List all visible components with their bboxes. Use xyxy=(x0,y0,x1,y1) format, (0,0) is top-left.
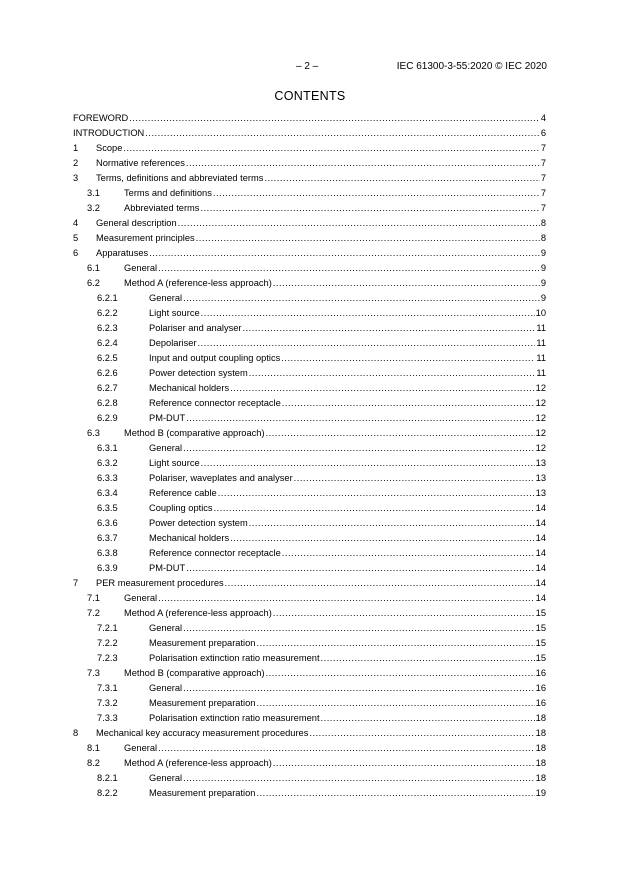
toc-entry-number: 6.3.4 xyxy=(97,488,118,498)
toc-entry-label: Light source xyxy=(149,308,200,318)
toc-entry-page: 11 xyxy=(536,338,546,348)
toc-entry[interactable] xyxy=(73,113,546,128)
toc-entry-label: PM-DUT xyxy=(149,563,186,573)
toc-entry[interactable] xyxy=(73,713,546,728)
toc-entry[interactable] xyxy=(73,128,546,143)
toc-entry-label: Measurement preparation xyxy=(149,638,256,648)
dot-leader xyxy=(145,128,540,139)
toc-entry-page: 11 xyxy=(536,368,546,378)
toc-entry[interactable] xyxy=(73,203,546,218)
toc-entry-label: General xyxy=(124,593,158,603)
toc-entry-label: Polarisation extinction ratio measurement xyxy=(149,653,320,663)
toc-entry-page: 16 xyxy=(535,698,546,708)
toc-entry[interactable] xyxy=(73,173,546,188)
toc-entry-page: 14 xyxy=(535,503,546,513)
toc-entry[interactable] xyxy=(73,743,546,758)
toc-entry-page: 14 xyxy=(535,563,546,573)
dot-leader xyxy=(158,593,535,604)
toc-entry-page: 9 xyxy=(540,278,546,288)
toc-entry[interactable] xyxy=(73,578,546,593)
toc-entry-number: 7 xyxy=(73,578,79,588)
toc-entry-page: 12 xyxy=(535,413,546,423)
toc-entry-label: General xyxy=(124,743,158,753)
toc-entry-number: 8.2.1 xyxy=(97,773,118,783)
standard-reference: IEC 61300-3-55:2020 © IEC 2020 xyxy=(396,61,547,72)
toc-entry-label: Method A (reference-less approach) xyxy=(124,608,272,618)
toc-entry-label: Method B (comparative approach) xyxy=(124,668,265,678)
toc-entry-label: General xyxy=(124,263,158,273)
dot-leader xyxy=(201,458,535,469)
toc-entry-number: 7.1 xyxy=(87,593,100,603)
dot-leader xyxy=(129,113,540,124)
toc-entry[interactable] xyxy=(73,158,546,173)
toc-entry-label: INTRODUCTION xyxy=(73,128,145,138)
dot-leader xyxy=(321,713,535,724)
toc-entry[interactable] xyxy=(73,653,546,668)
dot-leader xyxy=(230,383,535,394)
toc-entry-label: Terms and definitions xyxy=(124,188,212,198)
toc-entry[interactable] xyxy=(73,458,546,473)
toc-entry-page: 7 xyxy=(540,188,546,198)
toc-entry[interactable] xyxy=(73,428,546,443)
toc-entry-number: 6.2.6 xyxy=(97,368,118,378)
toc-entry-page: 13 xyxy=(535,473,546,483)
toc-entry-label: Scope xyxy=(96,143,123,153)
dot-leader xyxy=(183,623,535,634)
dot-leader xyxy=(213,188,540,199)
toc-entry-label: PER measurement procedures xyxy=(96,578,224,588)
toc-entry-page: 9 xyxy=(540,293,546,303)
toc-entry[interactable] xyxy=(73,368,546,383)
dot-leader xyxy=(149,248,540,259)
toc-entry[interactable] xyxy=(73,383,546,398)
toc-entry-number: 6.2.9 xyxy=(97,413,118,423)
toc-entry-page: 10 xyxy=(535,308,546,318)
toc-entry-label: Mechanical key accuracy measurement procedures xyxy=(96,728,309,738)
toc-entry-page: 11 xyxy=(536,353,546,363)
toc-entry-label: General xyxy=(149,293,183,303)
toc-entry[interactable] xyxy=(73,263,546,278)
toc-entry-number: 8 xyxy=(73,728,79,738)
toc-entry-number: 4 xyxy=(73,218,79,228)
toc-entry-label: Method B (comparative approach) xyxy=(124,428,265,438)
toc-entry[interactable] xyxy=(73,443,546,458)
toc-entry-number: 6 xyxy=(73,248,79,258)
toc-entry-label: Input and output coupling optics xyxy=(149,353,281,363)
toc-entry-label: Depolariser xyxy=(149,338,197,348)
dot-leader xyxy=(264,173,539,184)
dot-leader xyxy=(178,218,540,229)
toc-entry[interactable] xyxy=(73,623,546,638)
toc-entry-page: 16 xyxy=(535,683,546,693)
table-of-contents xyxy=(73,113,546,803)
dot-leader xyxy=(256,698,534,709)
toc-entry-number: 6.3.9 xyxy=(97,563,118,573)
toc-entry-label: Light source xyxy=(149,458,200,468)
dot-leader xyxy=(321,653,535,664)
toc-entry-label: Apparatuses xyxy=(96,248,149,258)
toc-entry-number: 6.1 xyxy=(87,263,100,273)
toc-entry-label: Method A (reference-less approach) xyxy=(124,278,272,288)
toc-entry[interactable] xyxy=(73,338,546,353)
toc-entry-page: 14 xyxy=(535,533,546,543)
dot-leader xyxy=(183,443,535,454)
dot-leader xyxy=(273,608,535,619)
toc-entry-label: Measurement preparation xyxy=(149,698,256,708)
dot-leader xyxy=(158,743,535,754)
toc-entry-number: 3.2 xyxy=(87,203,100,213)
toc-entry-number: 6.3.7 xyxy=(97,533,118,543)
toc-entry-page: 6 xyxy=(540,128,546,138)
toc-entry-number: 5 xyxy=(73,233,79,243)
toc-entry[interactable] xyxy=(73,668,546,683)
toc-entry-label: Power detection system xyxy=(149,518,248,528)
toc-entry[interactable] xyxy=(73,323,546,338)
toc-entry[interactable] xyxy=(73,473,546,488)
toc-entry-number: 7.3.3 xyxy=(97,713,118,723)
toc-entry-label: General xyxy=(149,623,183,633)
page-number: – 2 – xyxy=(296,61,319,72)
toc-entry-number: 7.2.2 xyxy=(97,638,118,648)
toc-entry-label: PM-DUT xyxy=(149,413,186,423)
contents-title: CONTENTS xyxy=(274,89,346,103)
dot-leader xyxy=(183,773,535,784)
dot-leader xyxy=(256,638,534,649)
dot-leader xyxy=(186,158,540,169)
toc-entry[interactable] xyxy=(73,248,546,263)
dot-leader xyxy=(198,338,536,349)
toc-entry[interactable] xyxy=(73,548,546,563)
toc-entry-page: 18 xyxy=(535,728,546,738)
toc-entry-page: 18 xyxy=(535,713,546,723)
toc-entry-label: Polariser, waveplates and analyser xyxy=(149,473,293,483)
toc-entry[interactable] xyxy=(73,773,546,788)
toc-entry-number: 6.3.1 xyxy=(97,443,118,453)
toc-entry-page: 15 xyxy=(535,638,546,648)
toc-entry-number: 3 xyxy=(73,173,79,183)
toc-entry-number: 8.2.2 xyxy=(97,788,118,798)
toc-entry-page: 14 xyxy=(535,548,546,558)
dot-leader xyxy=(294,473,535,484)
toc-entry-label: Polarisation extinction ratio measurement xyxy=(149,713,320,723)
toc-entry-page: 12 xyxy=(535,443,546,453)
toc-entry-label: Terms, definitions and abbreviated terms xyxy=(96,173,264,183)
toc-entry-number: 6.2.8 xyxy=(97,398,118,408)
dot-leader xyxy=(273,278,540,289)
toc-entry[interactable] xyxy=(73,638,546,653)
toc-entry-label: Normative references xyxy=(96,158,185,168)
toc-entry-page: 13 xyxy=(535,458,546,468)
dot-leader xyxy=(186,563,535,574)
toc-entry-number: 3.1 xyxy=(87,188,100,198)
toc-entry[interactable] xyxy=(73,188,546,203)
toc-entry[interactable] xyxy=(73,788,546,803)
dot-leader xyxy=(186,413,535,424)
toc-entry-page: 15 xyxy=(535,608,546,618)
toc-entry-page: 15 xyxy=(535,623,546,633)
toc-entry-number: 7.2 xyxy=(87,608,100,618)
toc-entry-number: 6.3.5 xyxy=(97,503,118,513)
toc-entry-label: General xyxy=(149,443,183,453)
toc-entry[interactable] xyxy=(73,563,546,578)
toc-entry-label: Power detection system xyxy=(149,368,248,378)
dot-leader xyxy=(200,203,539,214)
toc-entry-number: 7.3 xyxy=(87,668,100,678)
toc-entry-number: 6.3.2 xyxy=(97,458,118,468)
toc-entry-number: 6.2 xyxy=(87,278,100,288)
toc-entry-label: Method A (reference-less approach) xyxy=(124,758,272,768)
toc-entry-number: 7.2.3 xyxy=(97,653,118,663)
toc-entry[interactable] xyxy=(73,308,546,323)
toc-entry-page: 14 xyxy=(535,518,546,528)
dot-leader xyxy=(158,263,540,274)
toc-entry-number: 6.3.3 xyxy=(97,473,118,483)
toc-entry-label: Measurement preparation xyxy=(149,788,256,798)
toc-entry-number: 6.2.4 xyxy=(97,338,118,348)
dot-leader xyxy=(249,518,535,529)
toc-entry-label: Mechanical holders xyxy=(149,533,230,543)
toc-entry-number: 6.3.6 xyxy=(97,518,118,528)
toc-entry[interactable] xyxy=(73,488,546,503)
dot-leader xyxy=(266,428,535,439)
toc-entry-page: 19 xyxy=(535,788,546,798)
toc-entry[interactable] xyxy=(73,503,546,518)
toc-entry-number: 6.3.8 xyxy=(97,548,118,558)
toc-entry[interactable] xyxy=(73,698,546,713)
toc-entry-page: 12 xyxy=(535,428,546,438)
toc-entry-number: 1 xyxy=(73,143,79,153)
toc-entry[interactable] xyxy=(73,683,546,698)
toc-entry-label: Reference connector receptacle xyxy=(149,398,281,408)
toc-entry-page: 9 xyxy=(540,248,546,258)
dot-leader xyxy=(256,788,534,799)
toc-entry-label: General xyxy=(149,683,183,693)
toc-entry[interactable] xyxy=(73,728,546,743)
dot-leader xyxy=(214,503,535,514)
toc-entry-label: Abbreviated terms xyxy=(124,203,200,213)
dot-leader xyxy=(225,578,535,589)
toc-entry-page: 7 xyxy=(540,158,546,168)
dot-leader xyxy=(282,548,535,559)
toc-entry-number: 6.3 xyxy=(87,428,100,438)
dot-leader xyxy=(243,323,536,334)
toc-entry[interactable] xyxy=(73,758,546,773)
toc-entry[interactable] xyxy=(73,278,546,293)
toc-entry-page: 12 xyxy=(535,398,546,408)
toc-entry-page: 16 xyxy=(535,668,546,678)
toc-entry-page: 7 xyxy=(540,203,546,213)
toc-entry-number: 6.2.5 xyxy=(97,353,118,363)
toc-entry[interactable] xyxy=(73,233,546,248)
toc-entry-page: 18 xyxy=(535,743,546,753)
dot-leader xyxy=(196,233,540,244)
toc-entry-number: 7.3.1 xyxy=(97,683,118,693)
toc-entry-page: 7 xyxy=(540,143,546,153)
dot-leader xyxy=(230,533,535,544)
toc-entry-label: Reference connector receptacle xyxy=(149,548,281,558)
dot-leader xyxy=(266,668,535,679)
toc-entry-page: 7 xyxy=(540,173,546,183)
toc-entry[interactable] xyxy=(73,533,546,548)
toc-entry-number: 2 xyxy=(73,158,79,168)
toc-entry-label: General xyxy=(149,773,183,783)
toc-entry-page: 13 xyxy=(535,488,546,498)
dot-leader xyxy=(183,683,535,694)
toc-entry[interactable] xyxy=(73,398,546,413)
toc-entry[interactable] xyxy=(73,293,546,308)
dot-leader xyxy=(218,488,535,499)
toc-entry-page: 8 xyxy=(540,218,546,228)
dot-leader xyxy=(183,293,540,304)
toc-entry-number: 6.2.2 xyxy=(97,308,118,318)
toc-entry[interactable] xyxy=(73,518,546,533)
toc-entry-number: 8.2 xyxy=(87,758,100,768)
toc-entry-label: Polariser and analyser xyxy=(149,323,242,333)
toc-entry[interactable] xyxy=(73,353,546,368)
toc-entry-number: 8.1 xyxy=(87,743,100,753)
toc-entry-number: 6.2.3 xyxy=(97,323,118,333)
dot-leader xyxy=(123,143,539,154)
toc-entry-label: Measurement principles xyxy=(96,233,195,243)
toc-entry-page: 14 xyxy=(535,578,546,588)
toc-entry-page: 14 xyxy=(535,593,546,603)
dot-leader xyxy=(273,758,535,769)
toc-entry-label: FOREWORD xyxy=(73,113,129,123)
toc-entry-label: Mechanical holders xyxy=(149,383,230,393)
toc-entry-number: 6.2.7 xyxy=(97,383,118,393)
toc-entry-page: 4 xyxy=(540,113,546,123)
toc-entry-number: 7.2.1 xyxy=(97,623,118,633)
toc-entry-page: 12 xyxy=(535,383,546,393)
dot-leader xyxy=(201,308,535,319)
toc-entry-label: Reference cable xyxy=(149,488,217,498)
toc-entry[interactable] xyxy=(73,143,546,158)
toc-entry-label: Coupling optics xyxy=(149,503,213,513)
toc-entry[interactable] xyxy=(73,593,546,608)
dot-leader xyxy=(281,353,535,364)
toc-entry[interactable] xyxy=(73,413,546,428)
toc-entry[interactable] xyxy=(73,218,546,233)
toc-entry-page: 9 xyxy=(540,263,546,273)
toc-entry-number: 7.3.2 xyxy=(97,698,118,708)
toc-entry[interactable] xyxy=(73,608,546,623)
dot-leader xyxy=(249,368,536,379)
toc-entry-page: 15 xyxy=(535,653,546,663)
toc-entry-page: 18 xyxy=(535,758,546,768)
dot-leader xyxy=(309,728,534,739)
toc-entry-page: 11 xyxy=(536,323,546,333)
toc-entry-label: General description xyxy=(96,218,177,228)
toc-entry-number: 6.2.1 xyxy=(97,293,118,303)
toc-entry-page: 18 xyxy=(535,773,546,783)
toc-entry-page: 8 xyxy=(540,233,546,243)
dot-leader xyxy=(282,398,535,409)
